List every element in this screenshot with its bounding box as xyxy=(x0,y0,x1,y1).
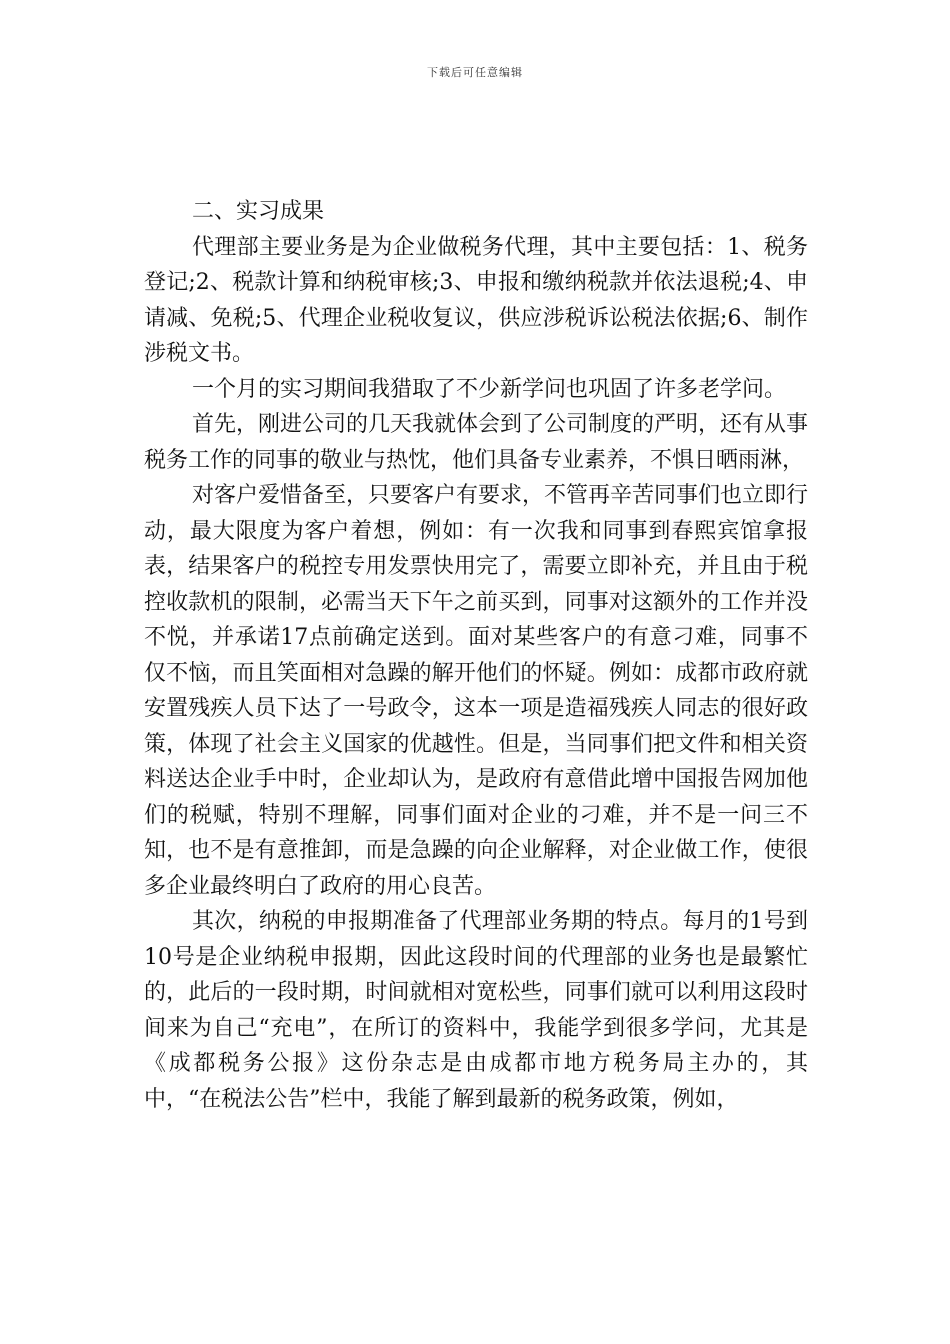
document-body xyxy=(144,194,808,1117)
paragraph-client-service: 对客户爱惜备至，只要客户有要求，不管再辛苦同事们也立即行动，最大限度为客户着想，例如：有一次我和同事到春熙宾馆拿报表，结果客户的税控专用发票快用完了，需要立即补充，并且由于税控收款机的限制，必需当天下午之前买到，同事对这额外的工作并没不悦，并承诺17点前确定送到。面对某些客户的有意刁难，同事不仅不恼，而且笑面相对急躁的解开他们的怀疑。例如：成都市政府就安置残疾人员下达了一号政令，这本一项是造福残疾人同志的很好政策，体现了社会主义国家的优越性。但是，当同事们把文件和相关资料送达企业手中时，企业却认为，是政府有意借此增中国报告网加他们的税赋，特别不理解，同事们面对企业的刁难，并不是一问三不知，也不是有意推卸，而是急躁的向企业解释，对企业做工作，使很多企业最终明白了政府的用心良苦。 xyxy=(144,483,809,899)
paragraph-filing-period: 其次，纳税的申报期准备了代理部业务期的特点。每月的1号到10号是企业纳税申报期，因此这段时间的代理部的业务也是最繁忙的，此后的一段时期，时间就相对宽松些，同事们就可以利用这段时间来为自己“充电”，在所订的资料中，我能学到很多学问，尤其是《成都税务公报》这份杂志是由成都市地方税务局主办的，其中，“在税法公告”栏中，我能了解到最新的税务政策，例如， xyxy=(144,909,808,1112)
paragraph-business-scope: 代理部主要业务是为企业做税务代理，其中主要包括：1、税务登记;2、税款计算和纳税审核;3、申报和缴纳税款并依法退税;4、申请减、免税;5、代理企业税收复议，供应涉税诉讼税法依据;6、制作涉税文书。 xyxy=(144,234,808,366)
paragraph-first-impression: 首先，刚进公司的几天我就体会到了公司制度的严明，还有从事税务工作的同事的敬业与热忱，他们具备专业素养，不惧日晒雨淋， xyxy=(144,412,809,473)
section-heading: 二、实习成果 xyxy=(192,199,325,224)
paragraph-internship-summary: 一个月的实习期间我猎取了不少新学问也巩固了许多老学问。 xyxy=(192,376,787,402)
page-header-note: 下载后可任意编辑 xyxy=(427,66,523,79)
